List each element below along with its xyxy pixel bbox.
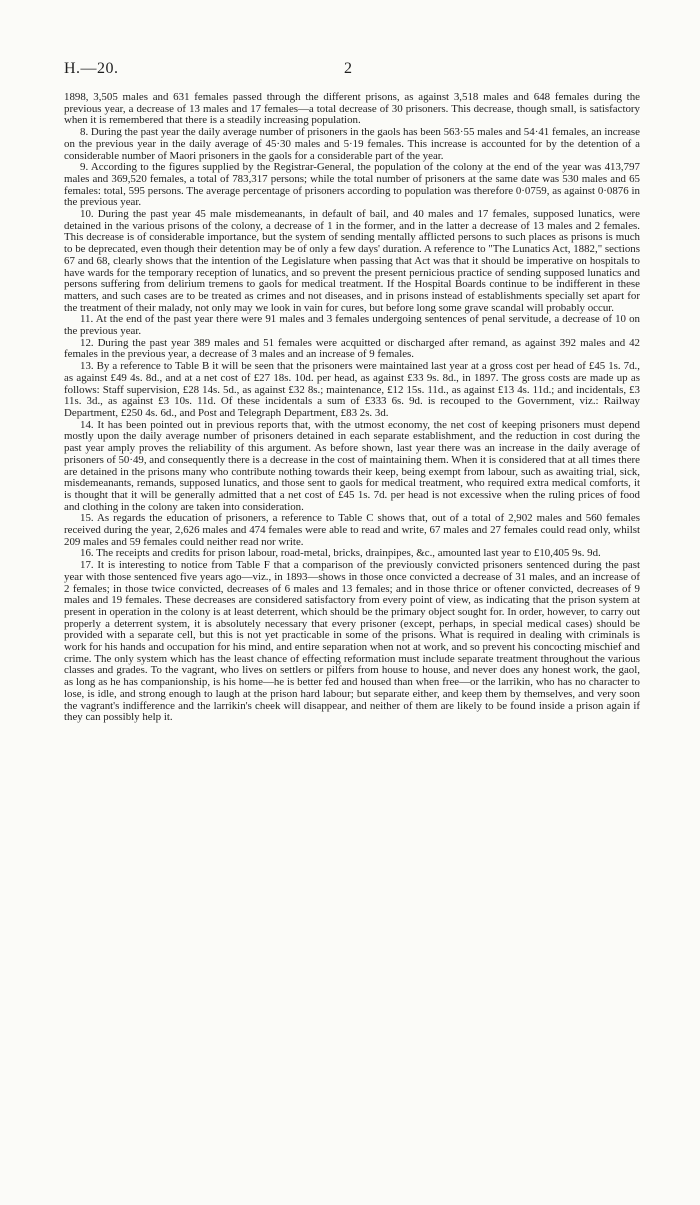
paragraph-13: 13. By a reference to Table B it will be seen that the prisoners were maintained last year at a gross cost per head of £45 1s. 7d., as against £49 4s. 8d., and at a net cost of £27 18s. 10d. per head, as against £33 9s. 8d., in 1897. The gross costs are made up as follows: Staff supervision, £28 14s. 5d., as against £32 8s.; maintenance, £12 15s. 11d., as against £13 4s. 11d.; and incidentals, £3 11s. 3d., as against £3 10s. 11d. Of these incidentals a sum of £333 6s. 9d. is recouped to the Government, viz.: Railway Department, £250 4s. 6d., and Post and Telegraph Department, £83 2s. 3d. bbox=[64, 360, 640, 419]
page-number: 2 bbox=[344, 60, 352, 77]
paragraph-14: 14. It has been pointed out in previous reports that, with the utmost economy, the net cost of keeping prisoners must depend mostly upon the daily average number of prisoners detained in each separate establishment, and the reduction in cost during the past year amply proves the reliability of this argument. As before shown, last year there was an increase in the daily average of prisoners of 50·49, and consequently there is a decrease in the cost of maintaining them. When it is considered that at all times there are detained in the prisons many who contribute nothing towards their keep, being exempt from labour, such as awaiting trial, sick, misdemeanants, remands, supposed lunatics, and those sent to gaols for medical treatment, who required extra medical comforts, it is thought that it will be generally admitted that a net cost of £45 1s. 7d. per head is not excessive when the ruling prices of food and clothing in the colony are taken into consideration. bbox=[64, 418, 640, 513]
paragraph-16: 16. The receipts and credits for prison labour, road-metal, bricks, drainpipes, &c., amounted last year to £10,405 9s. 9d. bbox=[80, 547, 601, 560]
document-body bbox=[64, 92, 640, 724]
paragraph-9: 9. According to the figures supplied by the Registrar-General, the population of the colony at the end of the year was 413,797 males and 369,520 females, a total of 783,317 persons; while the total number of prisoners at the same date was 530 males and 65 females: total, 595 persons. The average percentage of prisoners according to population was therefore 0·0759, as against 0·0876 in the previous year. bbox=[64, 161, 640, 209]
paragraph-11: 11. At the end of the past year there were 91 males and 3 females undergoing sentences of penal servitude, a decrease of 10 on the previous year. bbox=[64, 313, 640, 338]
paragraph-15: 15. As regards the education of prisoners, a reference to Table C shows that, out of a total of 2,902 males and 560 females received during the year, 2,626 males and 474 females were able to read and write, 67 males and 27 females could read only, whilst 209 males and 59 females could neither read nor write. bbox=[64, 512, 640, 548]
paragraph-continued: 1898, 3,505 males and 631 females passed through the different prisons, as against 3,518 males and 648 females during the previous year, a decrease of 13 males and 17 females—a total decrease of 30 prisoners. This decrease, though small, is satisfactory when it is remembered that there is a steadily increasing population. bbox=[64, 91, 640, 127]
page-header bbox=[64, 60, 640, 90]
paragraph-12: 12. During the past year 389 males and 51 females were acquitted or discharged after remand, as against 392 males and 42 females in the previous year, a decrease of 3 males and an increase of 9 females. bbox=[64, 336, 640, 361]
paragraph-10: 10. During the past year 45 male misdemeanants, in default of bail, and 40 males and 17 females, supposed lunatics, were detained in the various prisons of the colony, a decrease of 1 in the former, and in the latter a decrease of 13 males and 2 females. This decrease is of considerable importance, but the system of sending mentally afflicted persons to such places as prisons is much to be deprecated, even though their detention may be of only a few days' duration. A reference to "The Lunatics Act, 1882," sections 67 and 68, clearly shows that the intention of the Legislature when passing that Act was that it should be imperative on hospitals to have wards for the temporary reception of lunatics, and so prevent the present pernicious practice of sending supposed lunatics and persons suffering from delirium tremens to gaols for medical treatment. If the Hospital Boards continue to be indifferent in these matters, and such cases are to be treated as crimes and not diseases, and in prisons instead of establishments specially set apart for the treatment of their malady, not only may we look in vain for cures, but before long some grave scandal will probably occur. bbox=[64, 208, 640, 314]
document-reference: H.—20. bbox=[64, 60, 119, 77]
paragraph-17: 17. It is interesting to notice from Table F that a comparison of the previously convicted prisoners sentenced during the past year with those sentenced five years ago—viz., in 1893—shows in those once convicted a decrease of 31 males, and an increase of 2 females; in those twice convicted, decreases of 6 males and 13 females; and in those thrice or oftener convicted, decreases of 9 males and 19 females. These decreases are considered satisfactory from every point of view, as indicating that the prison system at present in operation in the colony is at least deterrent, which should be the primary object sought for. In order, however, to carry out properly a deterrent system, it is absolutely necessary that every prisoner (except, perhaps, in special medical cases) should be provided with a separate cell, but this is not yet practicable in some of the prisons. What is required in dealing with criminals is work for his hands and occupation for his mind, and entire separation when not at work, and so prevent his concocting mischief and crime. The only system which has the least chance of effecting reformation must include separate treatment throughout the various classes and grades. To the vagrant, who lives on settlers or pilfers from house to house, and never does any honest work, the gaol, as long as he has companionship, is his home—he is better fed and housed than when free—or the larrikin, who has no character to lose, is idle, and strong enough to laugh at the prison hard labour; but separate either, and keep them by themselves, and very soon the vagrant's indifference and the larrikin's cheek will disappear, and neither of them are likely to be found inside a prison again if they can possibly help it. bbox=[64, 559, 640, 724]
paragraph-8: 8. During the past year the daily average number of prisoners in the gaols has been 563·55 males and 54·41 females, an increase on the previous year in the daily average of 45·30 males and 5·19 females. This increase is accounted for by the detention of a considerable number of Maori prisoners in the gaols for a considerable part of the year. bbox=[64, 126, 640, 162]
